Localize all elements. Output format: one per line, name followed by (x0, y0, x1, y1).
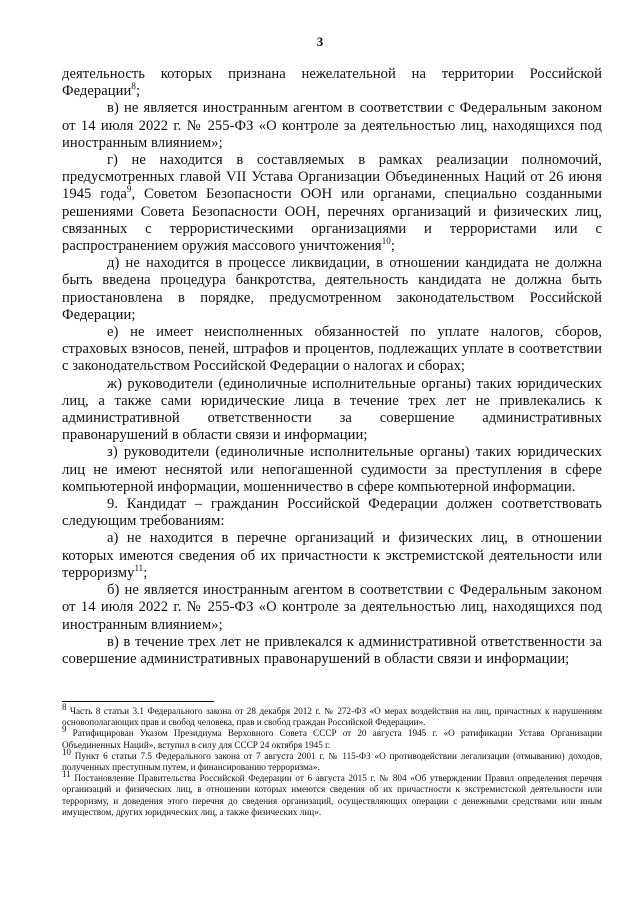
paragraph-item-zh (62, 376, 602, 445)
paragraph-text: в) в течение трех лет не привлекался к административной ответственности за совершение административных правонарушений в области связи и информации; (62, 633, 602, 667)
paragraph-item-v (62, 100, 602, 152)
paragraph-tail: ; (135, 83, 141, 100)
paragraph-text: д) не находится в процессе ликвидации, в отношении кандидата не должна быть введена процедура банкротства, деятельность кандидата не должна быть приостановлена в порядке, предусмотренном законодательством Российской Федерации; (62, 255, 602, 323)
paragraph-continuation (62, 66, 602, 100)
footnote-11 (62, 769, 602, 818)
page-number: 3 (316, 34, 324, 49)
footnote-number: 8 (62, 701, 67, 712)
paragraph-item-a (62, 530, 602, 582)
paragraph-tail: ; (143, 564, 148, 581)
paragraph-text: деятельность которых признана нежелательной на территории Российской Федерации (62, 66, 602, 100)
footnote-9 (62, 724, 603, 750)
paragraph-tail: , Советом Безопасности ООН или органами, специально созданными решениями Совета Безопасности ООН, перечнях организаций и физических лиц, связанных с террористическими организациями и террористами или с распространением оружия массового уничтожения (62, 186, 602, 255)
paragraph-end: ; (390, 238, 395, 255)
document-body (62, 66, 602, 668)
footnote-ref-11: 11 (134, 563, 144, 574)
paragraph-text: б) не является иностранным агентом в соответствии с Федеральным законом от 14 июля 2022 г. № 255-ФЗ «О контроле за деятельностью лиц, находящихся под иностранным влиянием»; (62, 582, 602, 633)
paragraph-text: а) не находится в перечне организаций и физических лиц, в отношении которых имеются сведения об их причастности к экстремистской деятельности или терроризму (62, 530, 602, 581)
paragraph-text: в) не является иностранным агентом в соответствии с Федеральным законом от 14 июля 2022 г. № 255-ФЗ «О контроле за деятельностью лиц, находящихся под иностранным влиянием»; (62, 100, 602, 151)
footnote-ref-9: 9 (126, 184, 132, 195)
footnote-text: Пункт 6 статьи 7.5 Федерального закона от 7 августа 2001 г. № 115-ФЗ «О противодействии легализации (отмыванию) доходов, полученных преступным путем, и финансированию терроризма». (62, 750, 602, 773)
paragraph-text: з) руководители (единоличные исполнительные органы) таких юридических лиц не имеют неснятой или непогашенной судимости за преступления в сфере компьютерной информации, мошенничество в сфере компьютерной информации. (62, 444, 602, 495)
paragraph-item-b (62, 582, 602, 634)
footnote-10 (62, 746, 602, 773)
paragraph-text: 9. Кандидат – гражданин Российской Федерации должен соответствовать следующим требованиям: (62, 496, 602, 530)
footnote-ref-8: 8 (131, 81, 136, 92)
footnote-ref-10: 10 (381, 236, 391, 247)
footnote-number: 9 (62, 724, 67, 735)
paragraph-item-e (62, 324, 602, 376)
footnote-separator (62, 701, 214, 702)
paragraph-item-d (62, 255, 602, 324)
paragraph-text: е) не имеет неисполненных обязанностей по уплате налогов, сборов, страховых взносов, пеней, штрафов и процентов, подлежащих уплате в соответствии с законодательством Российской Федерации о налогах и сборах; (62, 324, 602, 375)
footnote-number: 11 (62, 769, 71, 780)
footnote-text: Постановление Правительства Российской Федерации от 6 августа 2015 г. № 804 «Об утверждении Правил определения перечня организаций и физических лиц, в отношении которых имеются сведения об их причастности к экстремистской деятельности или терроризму, и доведения этого перечня до сведения организаций, осуществляющих операции с денежными средствами или иным имуществом, других юридических лиц, а также физических лиц». (62, 773, 602, 817)
paragraph-item-v2 (62, 634, 602, 668)
footnote-text: Часть 8 статьи 3.1 Федерального закона от 28 декабря 2012 г. № 272-ФЗ «О мерах воздействия на лиц, причастных к нарушениям основополагающих прав и свобод человека, прав и свобод граждан Российской Федерации». (62, 706, 603, 728)
paragraph-section-9 (62, 496, 602, 530)
paragraph-text: г) не находится в составляемых в рамках реализации полномочий, предусмотренных главой VII Устава Организации Объединенных Наций от 26 июня 1945 года (62, 152, 602, 203)
footnote-text: Ратифицирован Указом Президиума Верховного Совета СССР от 20 августа 1945 г. «О ратификации Устава Организации Объединенных Наций», вступил в силу для СССР 24 октября 1945 г. (62, 728, 603, 750)
footnote-number: 10 (62, 746, 71, 757)
footnotes (62, 701, 603, 818)
paragraph-item-g (62, 152, 602, 255)
footnote-8 (62, 701, 603, 728)
paragraph-text: ж) руководители (единоличные исполнительные органы) таких юридических лиц, а также сами юридические лица в течение трех лет не привлекались к административной ответственности за совершение административных правонарушений в области связи и информации; (62, 375, 602, 444)
paragraph-item-z (62, 444, 602, 496)
